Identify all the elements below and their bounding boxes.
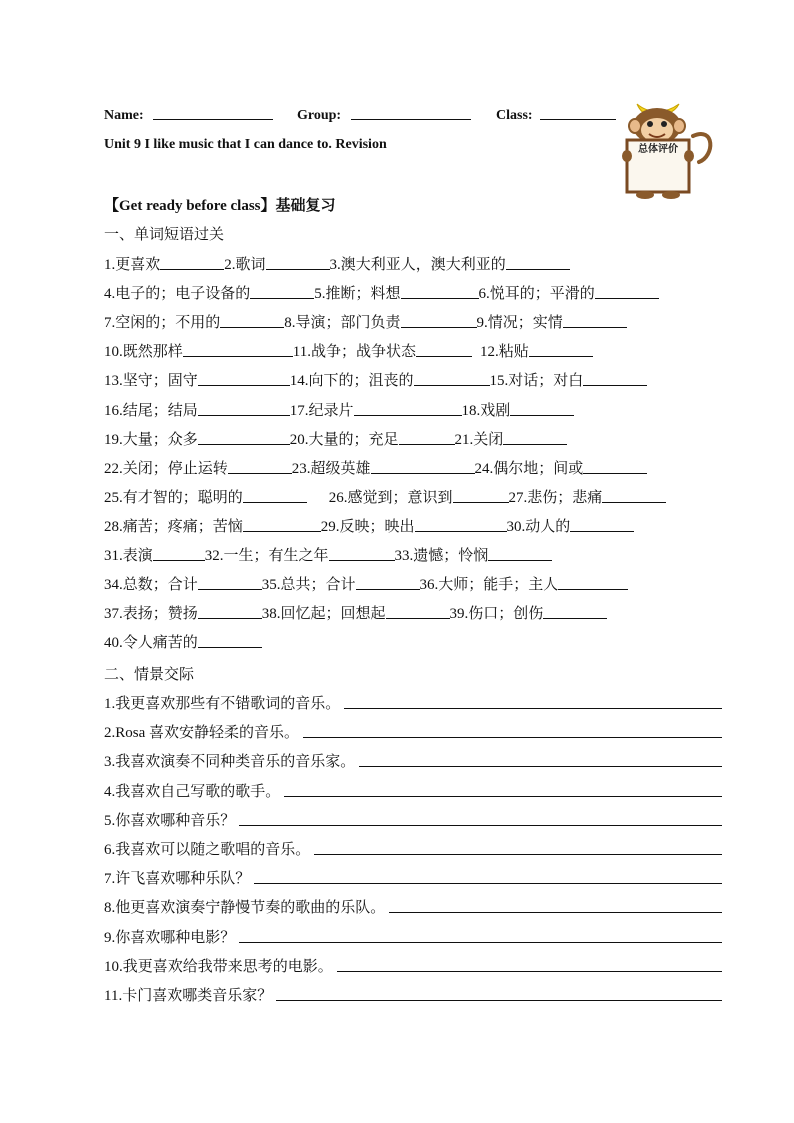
vocab-prompt: 22.关闭；停止运转: [104, 460, 228, 477]
vocab-answer-blank[interactable]: [414, 384, 490, 386]
dialogue-answer-line[interactable]: [276, 1000, 722, 1001]
vocab-prompt: 13.坚守；固守: [104, 373, 198, 390]
dialogue-answer-line[interactable]: [359, 766, 722, 767]
vocab-answer-blank[interactable]: [510, 414, 574, 416]
dialogue-item: [104, 750, 722, 771]
vocab-prompt: 10.既然那样: [104, 344, 183, 361]
name-blank[interactable]: [153, 118, 273, 120]
vocab-prompt: 38.回忆起；回想起: [261, 606, 386, 623]
group-field[interactable]: [297, 108, 471, 124]
vocab-prompt: 39.伤口；创伤: [449, 606, 544, 623]
vocab-prompt: 35.总共；合计: [261, 577, 356, 594]
vocab-answer-blank[interactable]: [488, 559, 552, 561]
vocab-answer-blank[interactable]: [266, 268, 330, 270]
vocab-prompt: 6.悦耳的；平滑的: [478, 286, 595, 303]
vocab-answer-blank[interactable]: [602, 501, 666, 503]
dialogue-item: [104, 692, 722, 713]
vocab-answer-blank[interactable]: [329, 559, 395, 561]
vocab-answer-blank[interactable]: [529, 355, 593, 357]
vocab-answer-blank[interactable]: [198, 588, 262, 590]
vocab-answer-blank[interactable]: [415, 530, 507, 532]
dialogue-item: [104, 926, 722, 947]
vocab-row: [104, 515, 634, 536]
dialogue-item: [104, 984, 722, 1005]
dialogue-answer-line[interactable]: [344, 708, 722, 709]
dialogue-answer-line[interactable]: [303, 737, 722, 738]
page-title: Unit 9 I like music that I can dance to. Revision: [104, 137, 387, 152]
vocab-prompt: 4.电子的；电子设备的: [104, 286, 251, 303]
vocab-answer-blank[interactable]: [250, 297, 314, 299]
dialogue-answer-line[interactable]: [314, 854, 722, 855]
vocab-answer-blank[interactable]: [198, 414, 290, 416]
vocab-answer-blank[interactable]: [371, 472, 475, 474]
section-heading-ready: [104, 194, 336, 215]
vocab-prompt: 31.表演: [104, 548, 153, 564]
dialogue-prompt: 11.卡门喜欢哪类音乐家？: [104, 988, 273, 1004]
vocab-prompt: 12.粘贴: [479, 344, 529, 361]
vocab-answer-blank[interactable]: [506, 268, 570, 270]
dialogue-item: [104, 896, 722, 917]
vocab-answer-blank[interactable]: [583, 384, 647, 386]
vocab-prompt: 20.大量的；充足: [289, 431, 399, 448]
vocab-answer-blank[interactable]: [198, 443, 290, 445]
vocab-prompt: 14.向下的；沮丧的: [289, 373, 414, 390]
dialogue-answer-line[interactable]: [389, 912, 722, 913]
vocab-prompt: 25.有才智的；聪明的: [104, 489, 243, 506]
vocab-row: [104, 602, 607, 623]
dialogue-answer-line[interactable]: [254, 883, 722, 884]
vocab-answer-blank[interactable]: [354, 414, 462, 416]
dialogue-prompt: 4.我喜欢自己写歌的歌手。: [104, 783, 281, 800]
dialogue-answer-line[interactable]: [337, 971, 722, 972]
vocab-answer-blank[interactable]: [386, 617, 450, 619]
name-field[interactable]: [104, 108, 273, 124]
vocab-prompt: 37.表扬；赞扬: [104, 606, 198, 623]
vocab-prompt: 32.一生；有生之年: [204, 548, 329, 564]
vocab-answer-blank[interactable]: [563, 326, 627, 328]
vocab-prompt: 27.悲伤；悲痛: [508, 489, 603, 506]
vocab-prompt: 3.澳大利亚人，澳大利亚的: [329, 257, 506, 273]
vocab-prompt: 30.动人的: [506, 518, 571, 535]
vocab-answer-blank[interactable]: [595, 297, 659, 299]
dialogue-answer-line[interactable]: [284, 796, 722, 797]
vocab-row: [104, 282, 659, 303]
vocab-row: [104, 428, 567, 449]
vocab-answer-blank[interactable]: [160, 268, 224, 270]
dialogue-item: [104, 867, 722, 888]
vocab-row: [104, 457, 647, 478]
dialogue-answer-line[interactable]: [239, 825, 722, 826]
vocab-prompt: 34.总数；合计: [104, 577, 198, 594]
vocab-answer-blank[interactable]: [583, 472, 647, 474]
dialogue-item: [104, 809, 722, 830]
vocab-answer-blank[interactable]: [198, 646, 262, 648]
vocab-prompt: 1.更喜欢: [104, 257, 161, 273]
vocab-answer-blank[interactable]: [356, 588, 420, 590]
dialogue-heading: 二、情景交际: [104, 667, 195, 683]
vocab-answer-blank[interactable]: [220, 326, 284, 328]
vocab-prompt: 36.大师；能手；主人: [419, 577, 559, 594]
vocab-prompt: 9.情况；实情: [476, 315, 563, 332]
vocab-answer-blank[interactable]: [198, 384, 290, 386]
vocab-prompt: 29.反映；映出: [320, 518, 415, 535]
evaluation-badge-text: 总体评价: [638, 144, 678, 155]
vocab-answer-blank[interactable]: [453, 501, 509, 503]
vocab-answer-blank[interactable]: [243, 501, 307, 503]
vocab-prompt: 7.空闲的；不用的: [104, 315, 221, 332]
vocab-prompt: 24.偶尔地；间或: [474, 460, 584, 477]
vocab-answer-blank[interactable]: [243, 530, 321, 532]
class-blank[interactable]: [540, 118, 616, 120]
vocab-heading: 一、单词短语过关: [104, 227, 225, 243]
vocab-prompt: 26.感觉到；意识到: [328, 489, 453, 506]
name-label: Name:: [104, 108, 144, 123]
vocab-prompt: 21.关闭: [454, 431, 504, 448]
class-field[interactable]: [496, 108, 616, 124]
vocab-row: [104, 544, 552, 565]
vocab-answer-blank[interactable]: [558, 588, 628, 590]
vocab-answer-blank[interactable]: [183, 355, 293, 357]
dialogue-prompt: 5.你喜欢哪种音乐？: [104, 812, 236, 829]
vocab-prompt: 28.痛苦；疼痛；苦恼: [104, 518, 243, 535]
vocab-prompt: 17.纪录片: [289, 402, 354, 419]
dialogue-prompt: 2.Rosa 喜欢安静轻柔的音乐。: [104, 725, 300, 742]
dialogue-prompt: 9.你喜欢哪种电影？: [104, 929, 236, 946]
group-label: Group:: [297, 108, 342, 123]
vocab-answer-blank[interactable]: [198, 617, 262, 619]
dialogue-item: [104, 955, 722, 976]
dialogue-item: [104, 838, 722, 859]
vocab-prompt: 5.推断；料想: [314, 286, 401, 303]
vocab-row: [104, 486, 666, 507]
vocab-prompt: 33.遗憾；怜悯: [394, 548, 489, 564]
vocab-prompt: 23.超级英雄: [291, 460, 371, 477]
dialogue-prompt: 7.许飞喜欢哪种乐队？: [104, 871, 251, 888]
dialogue-prompt: 3.我喜欢演奏不同种类音乐的音乐家。: [104, 754, 356, 771]
vocab-prompt: 8.导演；部门负责: [284, 315, 401, 332]
vocab-answer-blank[interactable]: [228, 472, 292, 474]
dialogue-answer-line[interactable]: [239, 942, 722, 943]
vocab-answer-blank[interactable]: [401, 297, 479, 299]
vocab-answer-blank[interactable]: [503, 443, 567, 445]
vocab-row: [104, 253, 570, 274]
vocab-row: [104, 369, 647, 390]
vocab-answer-blank[interactable]: [570, 530, 634, 532]
monkey-mascot: [615, 96, 715, 200]
vocab-row: [104, 311, 627, 332]
vocab-answer-blank[interactable]: [401, 326, 477, 328]
vocab-prompt: 11.战争；战争状态: [292, 344, 416, 361]
vocab-answer-blank[interactable]: [416, 355, 472, 357]
vocab-row: [104, 399, 574, 420]
dialogue-item: [104, 780, 722, 801]
dialogue-prompt: 6.我喜欢可以随之歌唱的音乐。: [104, 842, 311, 858]
vocab-prompt: 19.大量；众多: [104, 431, 198, 448]
vocab-prompt: 15.对话；对白: [489, 373, 584, 390]
vocab-answer-blank[interactable]: [153, 559, 205, 561]
vocab-row: [104, 340, 593, 361]
vocab-row: [104, 573, 628, 594]
vocab-prompt: 2.歌词: [224, 257, 266, 273]
vocab-answer-blank[interactable]: [399, 443, 455, 445]
vocab-prompt: 16.结尾；结局: [104, 402, 198, 419]
vocab-prompt: 18.戏剧: [461, 402, 511, 419]
dialogue-prompt: 8.他更喜欢演奏宁静慢节奏的歌曲的乐队。: [104, 900, 386, 917]
group-blank[interactable]: [351, 118, 471, 120]
section-heading-en: 【Get ready before class】: [104, 198, 276, 214]
section-heading-cn: 基础复习: [275, 198, 336, 214]
class-label: Class:: [496, 108, 533, 123]
dialogue-item: [104, 721, 722, 742]
vocab-row: [104, 631, 262, 652]
dialogue-prompt: 10.我更喜欢给我带来思考的电影。: [104, 958, 333, 975]
dialogue-prompt: 1.我更喜欢那些有不错歌词的音乐。: [104, 696, 341, 712]
vocab-prompt: 40.令人痛苦的: [104, 635, 198, 652]
vocab-answer-blank[interactable]: [543, 617, 607, 619]
